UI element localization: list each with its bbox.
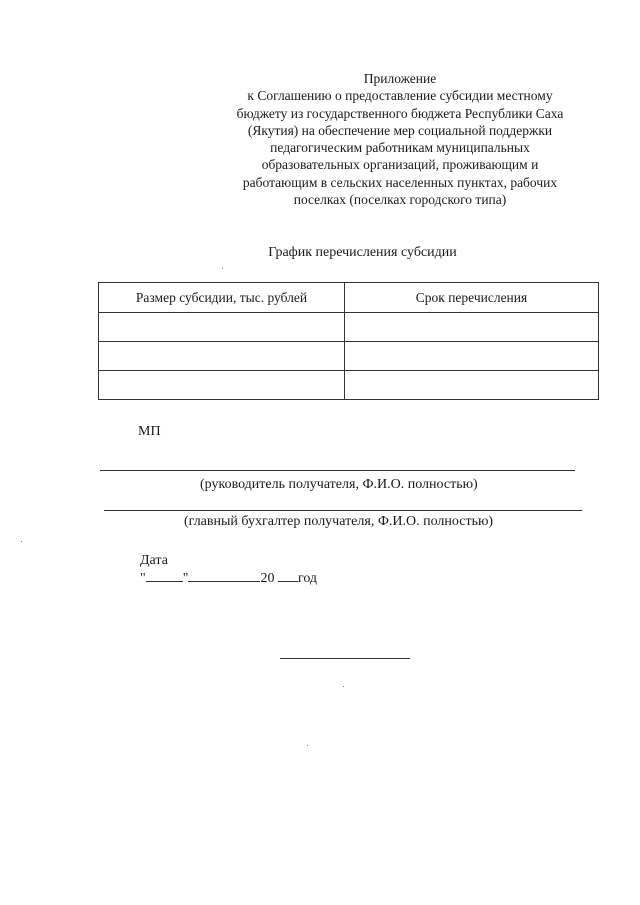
appendix-line: к Соглашению о предоставление субсидии местному: [247, 88, 553, 104]
signature-line[interactable]: [280, 658, 410, 659]
table-cell-deadline[interactable]: [345, 313, 599, 342]
appendix-header: [200, 70, 600, 208]
appendix-line: бюджету из государственного бюджета Республики Саха: [236, 105, 564, 121]
head-signature-caption: (руководитель получателя, Ф.И.О. полностью): [200, 477, 478, 492]
table-row: [99, 313, 599, 342]
month-blank[interactable]: [188, 570, 260, 582]
appendix-line: педагогическим работникам муниципальных: [270, 140, 530, 156]
year-blank[interactable]: [278, 570, 298, 582]
date-field: [140, 570, 317, 587]
table-header-row: [99, 283, 599, 313]
appendix-line: (Якутия) на обеспечение мер социальной поддержки: [247, 122, 553, 138]
table-cell-deadline[interactable]: [345, 342, 599, 371]
day-blank[interactable]: [146, 570, 183, 582]
column-header-deadline: Срок перечисления: [345, 283, 599, 313]
table-cell-amount[interactable]: [99, 371, 345, 400]
appendix-line: работающим в сельских населенных пунктах, рабочих: [242, 174, 558, 190]
speck: [222, 268, 223, 269]
accountant-signature-caption: (главный бухгалтер получателя, Ф.И.О. полностью): [184, 514, 494, 529]
stamp-label: МП: [138, 424, 161, 439]
quote-close: ": [182, 571, 189, 586]
appendix-line: поселках (поселках городского типа): [293, 192, 507, 208]
speck: [21, 541, 22, 542]
table-row: [99, 371, 599, 400]
table-cell-amount[interactable]: [99, 313, 345, 342]
speck: [307, 745, 308, 746]
appendix-line: образовательных организаций, проживающим и: [261, 157, 539, 173]
accountant-signature-line[interactable]: [104, 510, 582, 511]
column-header-amount: Размер субсидии, тыс. рублей: [99, 283, 345, 313]
table-cell-amount[interactable]: [99, 342, 345, 371]
appendix-title: Приложение: [363, 71, 437, 86]
year-suffix: год: [297, 571, 318, 586]
quote-open: ": [140, 571, 146, 586]
schedule-title: График перечисления субсидии: [268, 245, 457, 260]
date-label: Дата: [140, 553, 168, 568]
speck: [343, 686, 344, 687]
table-row: [99, 342, 599, 371]
year-prefix: 20: [260, 571, 275, 586]
table-cell-deadline[interactable]: [345, 371, 599, 400]
schedule-table: [98, 282, 599, 400]
head-signature-line[interactable]: [100, 470, 575, 471]
